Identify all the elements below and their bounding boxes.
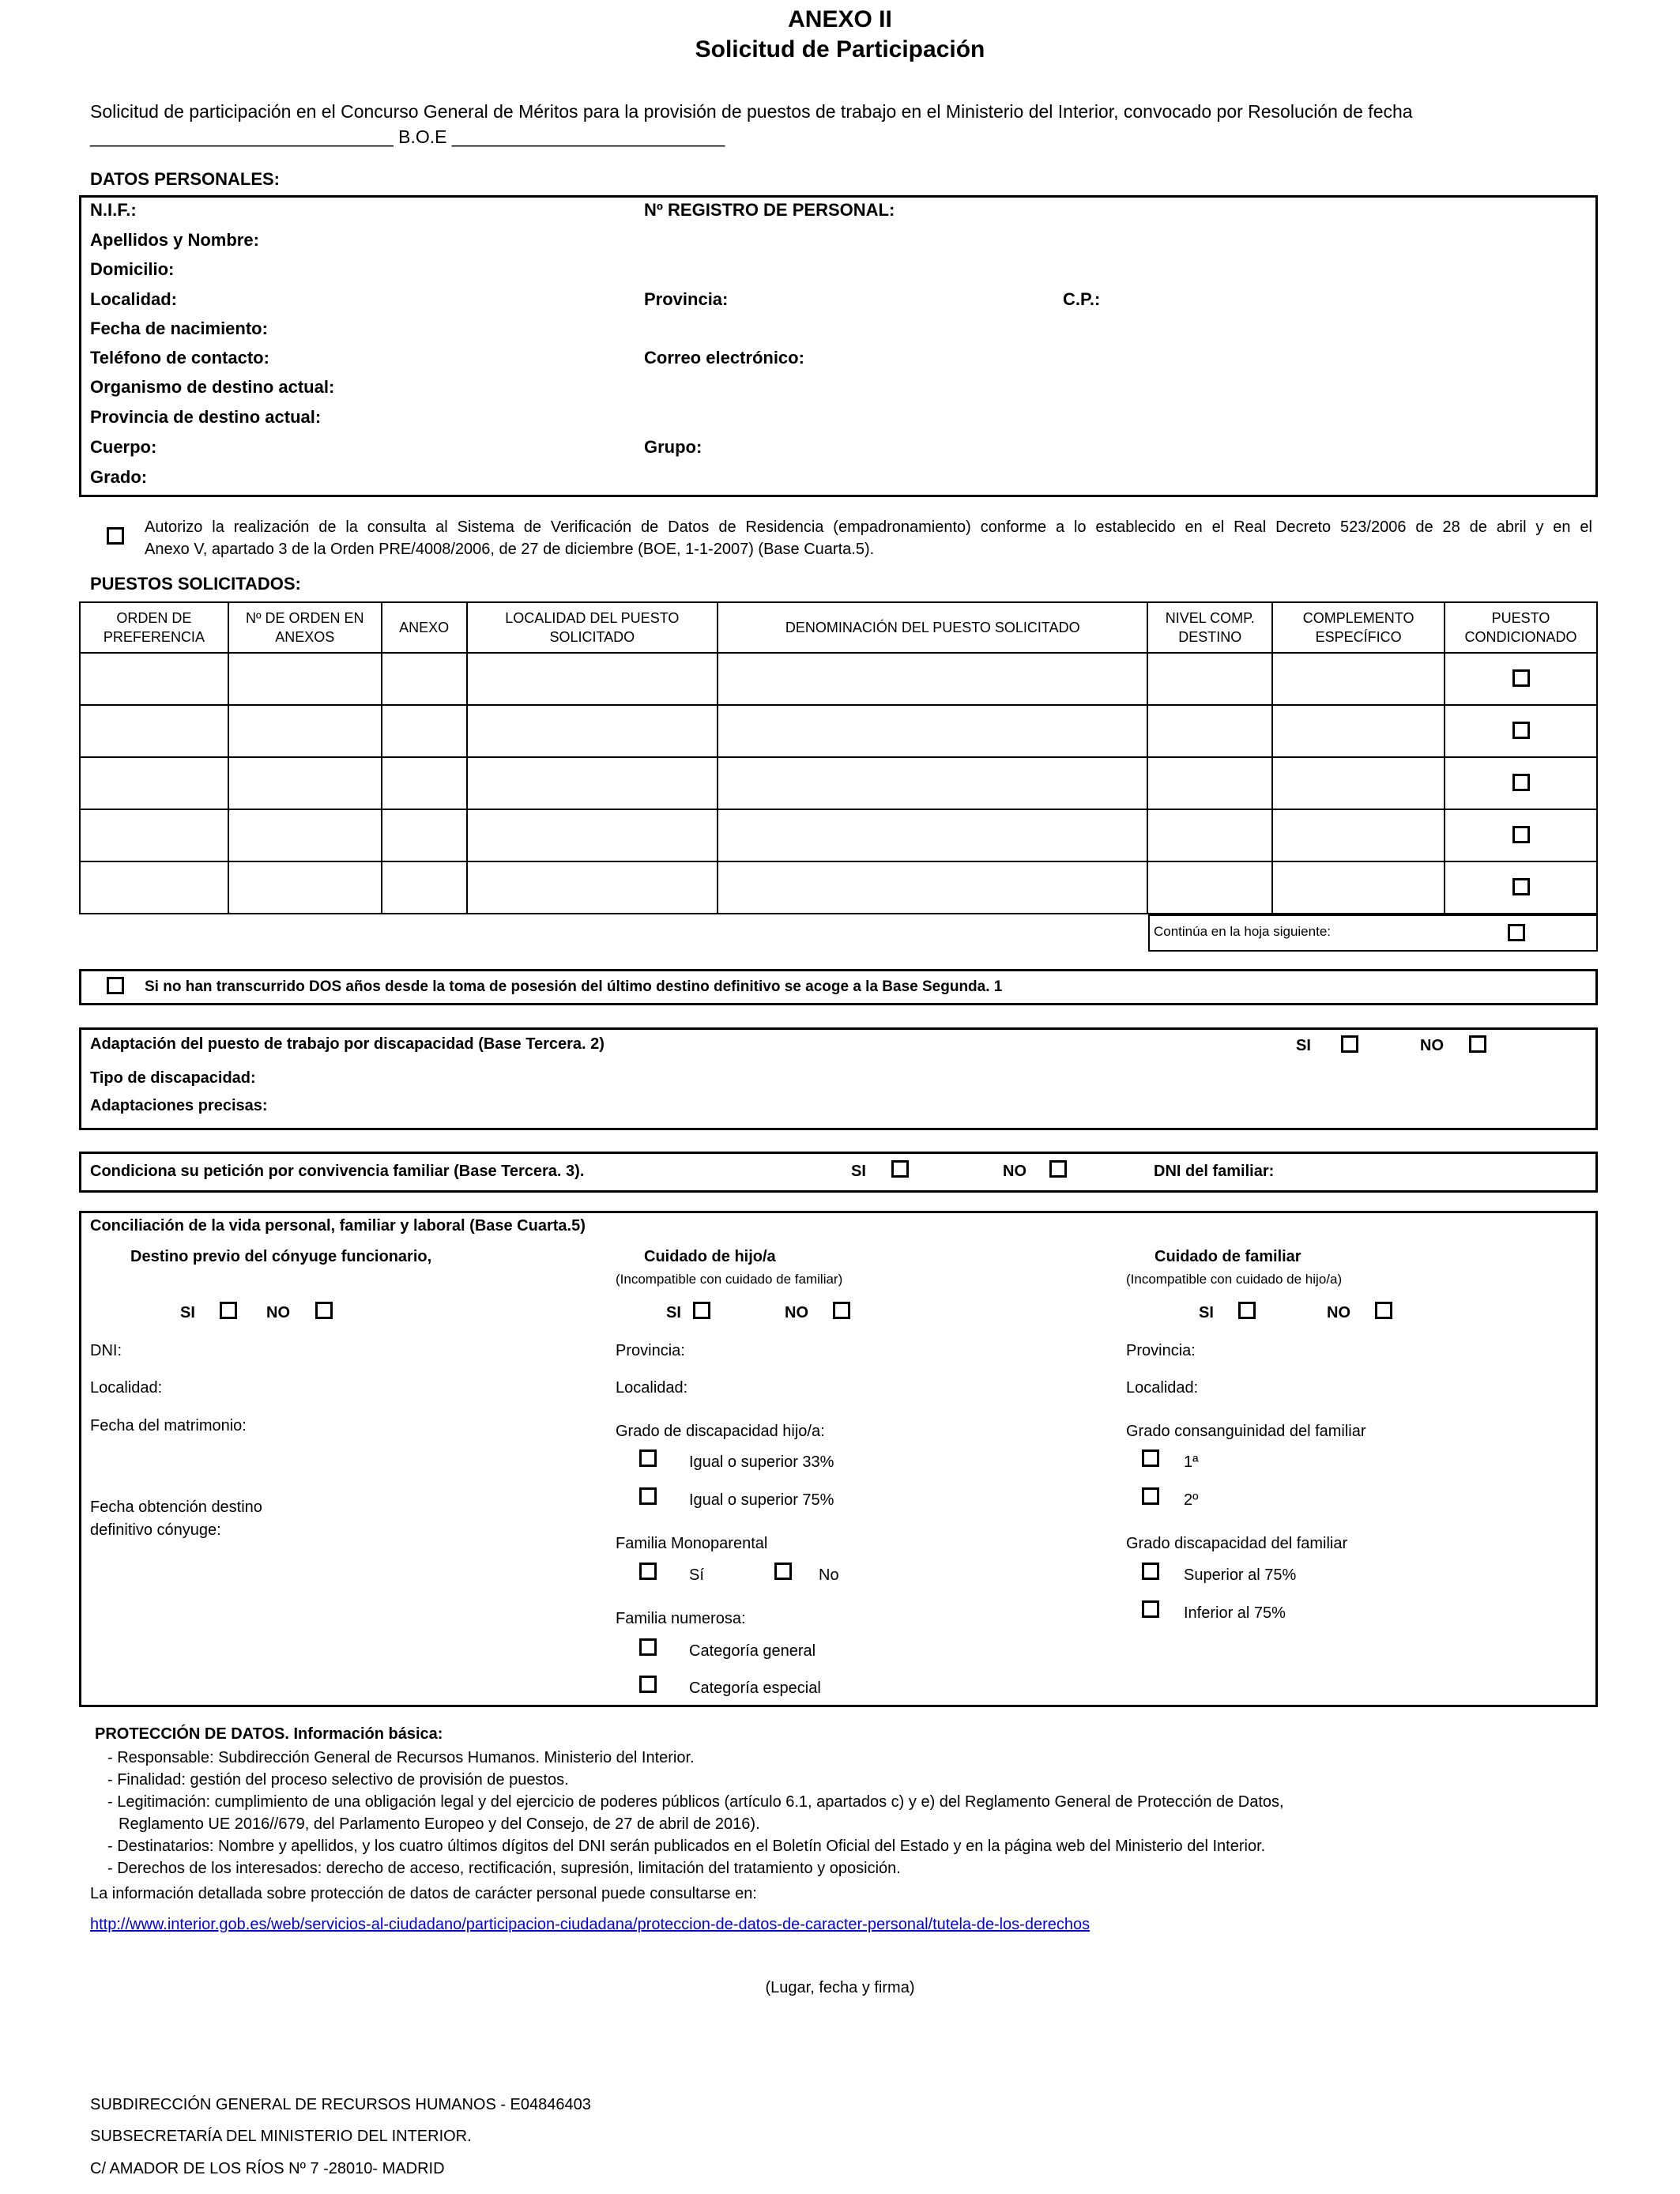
inferior-75-checkbox[interactable] [1142, 1600, 1159, 1618]
grupo-label: Grupo: [644, 437, 703, 457]
annex-title: ANEXO II [788, 6, 892, 32]
list-item: - Derechos de los interesados: derecho de acceso, rectificación, supresión, limitación del tratamiento y oposición. [107, 1860, 901, 1877]
monoparental-label: Familia Monoparental [616, 1535, 768, 1552]
table-row [80, 809, 1597, 861]
cat-especial-checkbox[interactable] [639, 1676, 657, 1693]
base-segunda-text: Si no han transcurrido DOS años desde la toma de posesión del último destino definitivo se acoge a la Base Segunda. 1 [145, 978, 1003, 995]
familiar-note: (Incompatible con cuidado de hijo/a) [1126, 1272, 1343, 1287]
col-denominacion: DENOMINACIÓN DEL PUESTO SOLICITADO [718, 602, 1147, 653]
segundo-label: 2º [1184, 1491, 1199, 1509]
familiar-si-checkbox[interactable] [1238, 1302, 1256, 1319]
authorize-line2: Anexo V, apartado 3 de la Orden PRE/4008/2006, de 27 de diciembre (BOE, 1-1-2007) (Base Cuarta.5). [145, 541, 875, 558]
cp-label: C.P.: [1063, 289, 1101, 309]
col-nivel: NIVEL COMP. DESTINO [1147, 602, 1272, 653]
firma-label: (Lugar, fecha y firma) [765, 1979, 915, 1996]
personal-heading: DATOS PERSONALES: [90, 169, 280, 189]
igual-33-checkbox[interactable] [639, 1449, 657, 1467]
familiar-heading: Cuidado de familiar [1155, 1248, 1301, 1265]
familiar-provincia-label: Provincia: [1126, 1342, 1196, 1359]
col-orden-anexos: Nº DE ORDEN EN ANEXOS [228, 602, 382, 653]
list-item: - Responsable: Subdirección General de Recursos Humanos. Ministerio del Interior. [107, 1749, 695, 1766]
condicionado-checkbox[interactable] [1512, 722, 1530, 739]
page-title: Solicitud de Participación [695, 36, 985, 62]
cuerpo-label: Cuerpo: [90, 437, 157, 457]
convivencia-si-label: SI [851, 1163, 866, 1180]
familiar-no-label: NO [1327, 1304, 1350, 1321]
familiar-no-checkbox[interactable] [1375, 1302, 1392, 1319]
provincia-destino-label: Provincia de destino actual: [90, 407, 322, 427]
conyuge-si-checkbox[interactable] [220, 1302, 237, 1319]
base-segunda-checkbox[interactable] [107, 977, 124, 994]
footer-line2: SUBSECRETARÍA DEL MINISTERIO DEL INTERIOR. [90, 2128, 472, 2145]
condicionado-checkbox[interactable] [1512, 878, 1530, 895]
conyuge-localidad-label: Localidad: [90, 1379, 163, 1397]
igual-33-label: Igual o superior 33% [689, 1453, 834, 1471]
authorize-line1: Autorizo la realización de la consulta al Sistema de Verificación de Datos de Residencia (empadronamiento) conforme a lo establecido en el Real Decreto 523/2006 de 28 de abril y en el [145, 518, 1592, 536]
proteccion-heading: PROTECCIÓN DE DATOS. Información básica: [95, 1725, 443, 1743]
familiar-localidad-label: Localidad: [1126, 1379, 1199, 1397]
convivencia-title: Condiciona su petición por convivencia familiar (Base Tercera. 3). [90, 1163, 585, 1180]
monoparental-no-label: No [819, 1566, 839, 1584]
condicionado-checkbox[interactable] [1512, 774, 1530, 791]
convivencia-no-checkbox[interactable] [1049, 1160, 1067, 1178]
conyuge-si-label: SI [180, 1304, 195, 1321]
monoparental-si-checkbox[interactable] [639, 1563, 657, 1580]
table-row [80, 653, 1597, 705]
convivencia-si-checkbox[interactable] [891, 1160, 909, 1178]
adaptacion-si-label: SI [1296, 1037, 1311, 1054]
igual-75-label: Igual o superior 75% [689, 1491, 834, 1509]
familiar-si-label: SI [1199, 1304, 1214, 1321]
hijo-no-checkbox[interactable] [833, 1302, 850, 1319]
organismo-label: Organismo de destino actual: [90, 377, 335, 397]
condicionado-checkbox[interactable] [1512, 826, 1530, 843]
registro-label: Nº REGISTRO DE PERSONAL: [644, 200, 895, 220]
provincia-label: Provincia: [644, 289, 729, 309]
list-item: - Destinatarios: Nombre y apellidos, y los cuatro últimos dígitos del DNI serán publicados en el Boletín Oficial del Estado y en la página web del Ministerio del Interior. [107, 1838, 1266, 1855]
continua-checkbox[interactable] [1508, 924, 1525, 941]
hijo-localidad-label: Localidad: [616, 1379, 688, 1397]
puestos-header-row [80, 602, 1597, 653]
correo-label: Correo electrónico: [644, 348, 804, 368]
footer-line1: SUBDIRECCIÓN GENERAL DE RECURSOS HUMANOS - E04846403 [90, 2096, 591, 2113]
condicionado-checkbox[interactable] [1512, 669, 1530, 687]
personal-data-box [79, 195, 1598, 497]
apellidos-label: Apellidos y Nombre: [90, 230, 259, 250]
hijo-no-label: NO [785, 1304, 808, 1321]
col-condicionado: PUESTO CONDICIONADO [1445, 602, 1597, 653]
matrimonio-label: Fecha del matrimonio: [90, 1417, 247, 1434]
continua-label: Continúa en la hoja siguiente: [1154, 924, 1331, 939]
obtencion-label-2: definitivo cónyuge: [90, 1521, 221, 1539]
proteccion-list [107, 1747, 1284, 1879]
conyuge-heading: Destino previo del cónyuge funcionario, [130, 1248, 432, 1265]
inferior-75-label: Inferior al 75% [1184, 1604, 1286, 1622]
hijo-provincia-label: Provincia: [616, 1342, 685, 1359]
adaptacion-no-label: NO [1420, 1037, 1444, 1054]
telefono-label: Teléfono de contacto: [90, 348, 269, 368]
consanguinidad-label: Grado consanguinidad del familiar [1126, 1423, 1366, 1440]
col-anexo: ANEXO [382, 602, 467, 653]
conyuge-no-label: NO [266, 1304, 290, 1321]
conciliacion-title: Conciliación de la vida personal, familiar y laboral (Base Cuarta.5) [90, 1217, 586, 1235]
proteccion-info: La información detallada sobre protección de datos de carácter personal puede consultarse en: [90, 1885, 757, 1902]
col-orden-preferencia: ORDEN DE PREFERENCIA [80, 602, 228, 653]
conyuge-dni-label: DNI: [90, 1342, 122, 1359]
convivencia-no-label: NO [1003, 1163, 1026, 1180]
proteccion-link[interactable]: http://www.interior.gob.es/web/servicios-al-ciudadano/participacion-ciudadana/proteccion-de-datos-de-caracter-personal/tutela-de-los-derechos [90, 1916, 1090, 1933]
table-row [80, 705, 1597, 757]
col-localidad: LOCALIDAD DEL PUESTO SOLICITADO [467, 602, 718, 653]
cat-general-checkbox[interactable] [639, 1638, 657, 1656]
adaptacion-si-checkbox[interactable] [1341, 1035, 1358, 1053]
table-row [80, 861, 1597, 914]
tipo-discapacidad-label: Tipo de discapacidad: [90, 1069, 256, 1087]
puestos-table [79, 601, 1598, 914]
superior-75-checkbox[interactable] [1142, 1563, 1159, 1580]
hijo-si-checkbox[interactable] [693, 1302, 710, 1319]
list-item: Reglamento UE 2016//679, del Parlamento Europeo y del Consejo, de 27 de abril de 2016). [119, 1815, 760, 1833]
primero-label: 1ª [1184, 1453, 1199, 1471]
domicilio-label: Domicilio: [90, 259, 175, 279]
intro-line2: ______________________________ B.O.E ___________________________ [90, 126, 725, 147]
superior-75-label: Superior al 75% [1184, 1566, 1297, 1584]
list-item: - Finalidad: gestión del proceso selectivo de provisión de puestos. [107, 1771, 569, 1789]
adaptacion-title: Adaptación del puesto de trabajo por discapacidad (Base Tercera. 2) [90, 1035, 605, 1053]
grado-label: Grado: [90, 467, 148, 487]
igual-75-checkbox[interactable] [639, 1487, 657, 1505]
table-row [80, 757, 1597, 809]
footer-line3: C/ AMADOR DE LOS RÍOS Nº 7 -28010- MADRID [90, 2160, 445, 2177]
puestos-heading: PUESTOS SOLICITADOS: [90, 574, 301, 594]
list-item: - Legitimación: cumplimiento de una obligación legal y del ejercicio de poderes públicos (artículo 6.1, apartados c) y e) del Reglamento General de Protección de Datos, [107, 1793, 1284, 1811]
localidad-label: Localidad: [90, 289, 178, 309]
col-complemento: COMPLEMENTO ESPECÍFICO [1272, 602, 1445, 653]
dni-familiar-label: DNI del familiar: [1154, 1163, 1275, 1180]
hijo-si-label: SI [666, 1304, 681, 1321]
monoparental-si-label: Sí [689, 1566, 704, 1584]
cat-general-label: Categoría general [689, 1642, 816, 1660]
obtencion-label-1: Fecha obtención destino [90, 1498, 262, 1516]
monoparental-no-checkbox[interactable] [774, 1563, 792, 1580]
intro-line1: Solicitud de participación en el Concurso General de Méritos para la provisión de puestos de trabajo en el Ministerio del Interior, convocado por Resolución de fecha [90, 101, 1413, 122]
authorize-checkbox[interactable] [107, 527, 124, 545]
conyuge-no-checkbox[interactable] [315, 1302, 333, 1319]
primero-checkbox[interactable] [1142, 1449, 1159, 1467]
adaptacion-no-checkbox[interactable] [1469, 1035, 1486, 1053]
hijo-heading: Cuidado de hijo/a [644, 1248, 776, 1265]
segundo-checkbox[interactable] [1142, 1487, 1159, 1505]
cat-especial-label: Categoría especial [689, 1679, 821, 1697]
numerosa-label: Familia numerosa: [616, 1610, 746, 1627]
hijo-grado-label: Grado de discapacidad hijo/a: [616, 1423, 825, 1440]
nacimiento-label: Fecha de nacimiento: [90, 319, 268, 338]
adaptaciones-label: Adaptaciones precisas: [90, 1097, 268, 1114]
hijo-note: (Incompatible con cuidado de familiar) [616, 1272, 843, 1287]
nif-label: N.I.F.: [90, 200, 137, 220]
discapacidad-familiar-label: Grado discapacidad del familiar [1126, 1535, 1348, 1552]
